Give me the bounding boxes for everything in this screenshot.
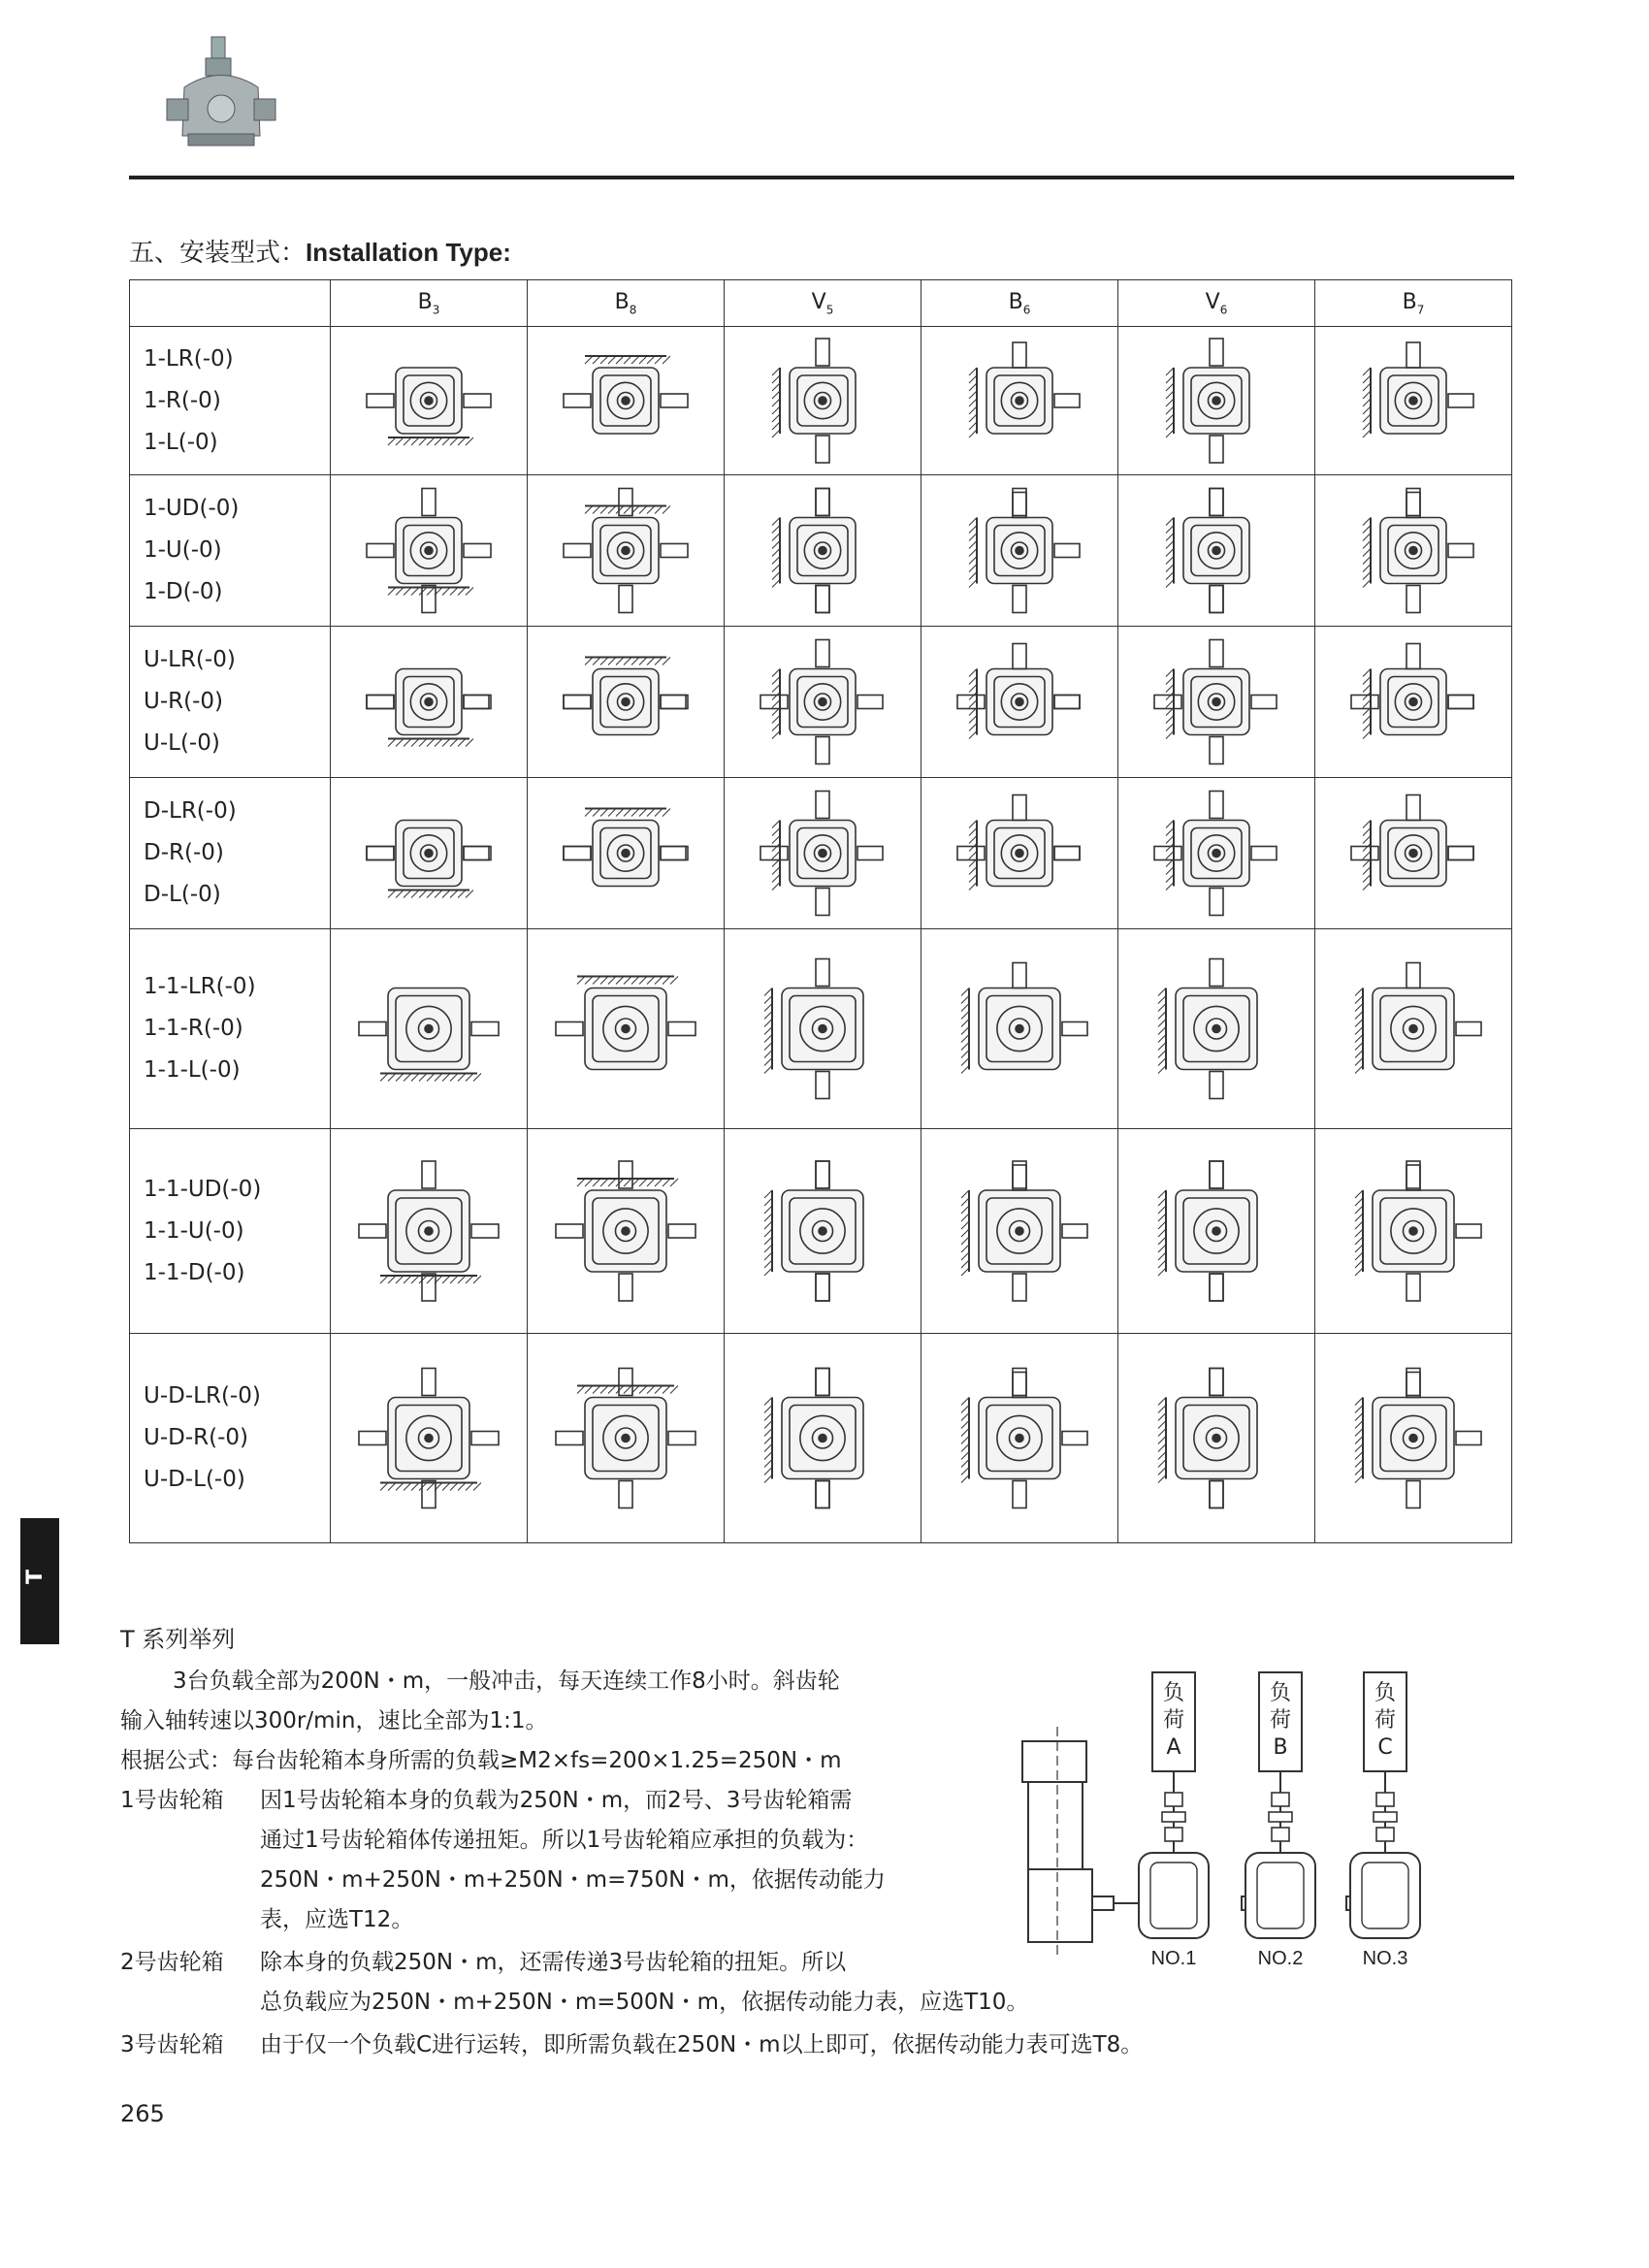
mounting-diagram-cell [528,778,725,929]
load-1 [1152,1672,1195,1853]
gearbox-mounting-icon [529,1134,723,1328]
mounting-diagram-cell [1315,929,1512,1129]
gearbox-mounting-icon [1119,783,1313,923]
box2-line-1: 除本身的负载250N・m，还需传递3号齿轮箱的扭矩。所以 [260,1950,847,1975]
gearbox-mounting-icon [1316,1339,1510,1538]
mounting-code: U-R(-0) [144,689,223,714]
gearbox-mounting-icon [1316,480,1510,621]
gearbox-mounting-icon [1316,934,1510,1123]
mounting-diagram-cell [725,1129,922,1334]
gearbox-mounting-icon [529,934,723,1123]
mounting-diagram-cell [725,475,922,627]
mounting-code: U-D-R(-0) [144,1425,249,1450]
section-title-en: Installation Type: [306,238,511,267]
mounting-diagram-cell [922,778,1118,929]
mounting-diagram-cell [1118,475,1315,627]
load-label-char: 负 [1162,1681,1185,1705]
gearbox-mounting-icon [726,1339,920,1538]
gearbox-mounting-icon [726,783,920,923]
mounting-code: 1-1-LR(-0) [144,974,256,999]
row-label-cell [130,627,331,778]
col-header: $B_7$ [1315,280,1512,327]
example-para-2: 根据公式：每台齿轮箱本身所需的负载≥M2×fs=200×1.25=250N・m [120,1748,842,1773]
side-tab-label: T [23,1569,48,1585]
section-title-cn: 五、安装型式： [129,239,307,268]
col-header: $V_6$ [1118,280,1315,327]
gearbox-mounting-icon [1316,332,1510,470]
gearbox-mounting-icon [922,1134,1116,1328]
gearbox-mounting-icon [922,332,1116,470]
page-number: 265 [120,2100,165,2127]
gearbox-mounting-icon [922,934,1116,1123]
box1-line-4: 表，应选T12。 [260,1907,414,1932]
load-label-char: C [1377,1735,1393,1760]
mounting-diagram-cell [1315,1129,1512,1334]
box2-line-2: 总负载应为250N・m+250N・m=500N・m，依据传动能力表，应选T10。 [260,1990,1029,2015]
mounting-diagram-cell [331,929,528,1129]
mounting-diagram-cell [922,1129,1118,1334]
row-label-cell [130,327,331,475]
drive-train-diagram [1018,1669,1504,1979]
gearbox-mounting-icon [922,783,1116,923]
mounting-code: 1-LR(-0) [144,345,234,372]
mounting-code: 1-U(-0) [144,537,222,563]
mounting-code: 1-L(-0) [144,429,218,455]
mounting-code: U-D-LR(-0) [144,1383,261,1409]
col-header: $B_8$ [528,280,725,327]
mounting-diagram-cell [725,1334,922,1543]
mounting-diagram-cell [528,1129,725,1334]
mounting-diagram-cell [528,475,725,627]
mounting-diagram-cell [1315,627,1512,778]
gearbox-mounting-icon [332,632,526,772]
mounting-diagram-cell [1315,778,1512,929]
col-header: $V_5$ [725,280,922,327]
mounting-code: 1-1-R(-0) [144,1016,243,1041]
mounting-diagram-cell [922,475,1118,627]
header-rule [129,176,1514,179]
gearbox-label: NO.1 [1150,1948,1197,1969]
mounting-diagram-cell [1315,475,1512,627]
mounting-code: D-LR(-0) [144,798,237,824]
gearbox-mounting-icon [529,480,723,621]
mounting-diagram-cell [1118,1334,1315,1543]
table-row [130,1129,1512,1334]
gearbox-label: NO.3 [1362,1948,1408,1969]
mounting-diagram-cell [528,1334,725,1543]
gearbox-mounting-icon [529,332,723,470]
load-label-char: 负 [1269,1681,1292,1705]
box1-label: 1号齿轮箱 [120,1788,224,1813]
table-row [130,1334,1512,1543]
box3-line-1: 由于仅一个负载C进行运转，即所需负载在250N・m以上即可，依据传动能力表可选T8。 [260,2032,1144,2057]
gearbox-mounting-icon [726,632,920,772]
section-side-tab [20,1518,59,1644]
mounting-code: 1-1-UD(-0) [144,1176,262,1202]
gearbox-mounting-icon [922,632,1116,772]
mounting-diagram-cell [331,778,528,929]
gearbox-mounting-icon [1119,1339,1313,1538]
mounting-diagram-cell [725,627,922,778]
mounting-diagram-cell [725,929,922,1129]
installation-type-table [129,279,1512,1543]
table-row [130,929,1512,1129]
gearbox-mounting-icon [332,783,526,923]
mounting-diagram-cell [922,1334,1118,1543]
gearbox-mounting-icon [332,934,526,1123]
col-header: $B_6$ [922,280,1118,327]
mounting-diagram-cell [331,1334,528,1543]
example-title: T 系列举列 [120,1626,236,1653]
mounting-diagram-cell [922,929,1118,1129]
section-title [129,233,511,269]
load-3 [1364,1672,1406,1853]
mounting-code: U-D-L(-0) [144,1467,245,1492]
mounting-diagram-cell [922,327,1118,475]
mounting-code: U-LR(-0) [144,647,236,672]
mounting-diagram-cell [1118,778,1315,929]
mounting-diagram-cell [528,929,725,1129]
gearbox-3 [1350,1853,1420,1969]
box1-line-3: 250N・m+250N・m+250N・m=750N・m，依据传动能力 [260,1867,886,1893]
table-row [130,627,1512,778]
example-para-1b: 输入轴转速以300r/min，速比全部为1:1。 [120,1708,548,1733]
gearbox-mounting-icon [1119,1134,1313,1328]
load-label-char: 荷 [1374,1708,1397,1733]
gearbox-mounting-icon [529,632,723,772]
mounting-code: D-R(-0) [144,840,224,865]
mounting-code: 1-1-U(-0) [144,1217,244,1244]
table-row [130,475,1512,627]
mounting-diagram-cell [331,327,528,475]
box2-label: 2号齿轮箱 [120,1950,224,1975]
mounting-code: U-L(-0) [144,730,220,756]
mounting-diagram-cell [1118,327,1315,475]
mounting-diagram-cell [331,1129,528,1334]
mounting-code: 1-1-D(-0) [144,1259,245,1285]
mounting-code: 1-R(-0) [144,387,221,413]
table-row [130,778,1512,929]
load-label-char: B [1273,1735,1288,1760]
mounting-diagram-cell [1118,929,1315,1129]
mounting-diagram-cell [331,627,528,778]
box1-line-2: 通过1号齿轮箱体传递扭矩。所以1号齿轮箱应承担的负载为： [260,1828,869,1853]
mounting-diagram-cell [725,778,922,929]
header-empty-cell [130,280,331,327]
table-header-row [130,280,1512,327]
load-label-char: 荷 [1162,1708,1185,1733]
load-2 [1259,1672,1302,1853]
gearbox-mounting-icon [332,1134,526,1328]
gearbox-mounting-icon [922,1339,1116,1538]
example-para-1a: 3台负载全部为200N・m，一般冲击，每天连续工作8小时。斜齿轮 [173,1669,840,1694]
row-label-cell [130,475,331,627]
load-label-char: 负 [1374,1681,1397,1705]
gearbox-mounting-icon [726,1134,920,1328]
box1-line-1: 因1号齿轮箱本身的负载为250N・m，而2号、3号齿轮箱需 [260,1788,853,1813]
mounting-code: D-L(-0) [144,882,221,907]
load-label-char: 荷 [1269,1708,1292,1733]
gearbox-mounting-icon [1119,480,1313,621]
row-label-cell [130,1129,331,1334]
col-header: $B_3$ [331,280,528,327]
gearbox-mounting-icon [1316,1134,1510,1328]
gearbox-mounting-icon [332,332,526,470]
gearbox-mounting-icon [529,783,723,923]
mounting-diagram-cell [1118,1129,1315,1334]
gearbox-logo-icon [163,29,279,165]
mounting-code: 1-1-L(-0) [144,1057,241,1083]
mounting-diagram-cell [331,475,528,627]
mounting-code: 1-D(-0) [144,579,223,604]
gearbox-mounting-icon [922,480,1116,621]
mounting-diagram-cell [1315,1334,1512,1543]
gearbox-mounting-icon [1119,632,1313,772]
gearbox-label: NO.2 [1257,1948,1304,1969]
mounting-diagram-cell [922,627,1118,778]
gearbox-1 [1139,1853,1209,1969]
gearbox-mounting-icon [1316,783,1510,923]
row-label-cell [130,929,331,1129]
mounting-diagram-cell [1118,627,1315,778]
mounting-code: 1-UD(-0) [144,496,240,521]
gearbox-2 [1245,1853,1315,1969]
mounting-diagram-cell [528,627,725,778]
table-row [130,327,1512,475]
mounting-diagram-cell [528,327,725,475]
load-label-char: A [1166,1735,1181,1760]
motor-icon [1022,1727,1092,1955]
gearbox-mounting-icon [332,480,526,621]
row-label-cell [130,1334,331,1543]
gearbox-mounting-icon [726,934,920,1123]
gearbox-mounting-icon [726,480,920,621]
gearbox-mounting-icon [1316,632,1510,772]
gearbox-mounting-icon [529,1339,723,1538]
mounting-diagram-cell [1315,327,1512,475]
box3-label: 3号齿轮箱 [120,2032,224,2057]
gearbox-mounting-icon [726,332,920,470]
mounting-diagram-cell [725,327,922,475]
gearbox-mounting-icon [1119,934,1313,1123]
gearbox-mounting-icon [332,1339,526,1538]
row-label-cell [130,778,331,929]
gearbox-mounting-icon [1119,332,1313,470]
